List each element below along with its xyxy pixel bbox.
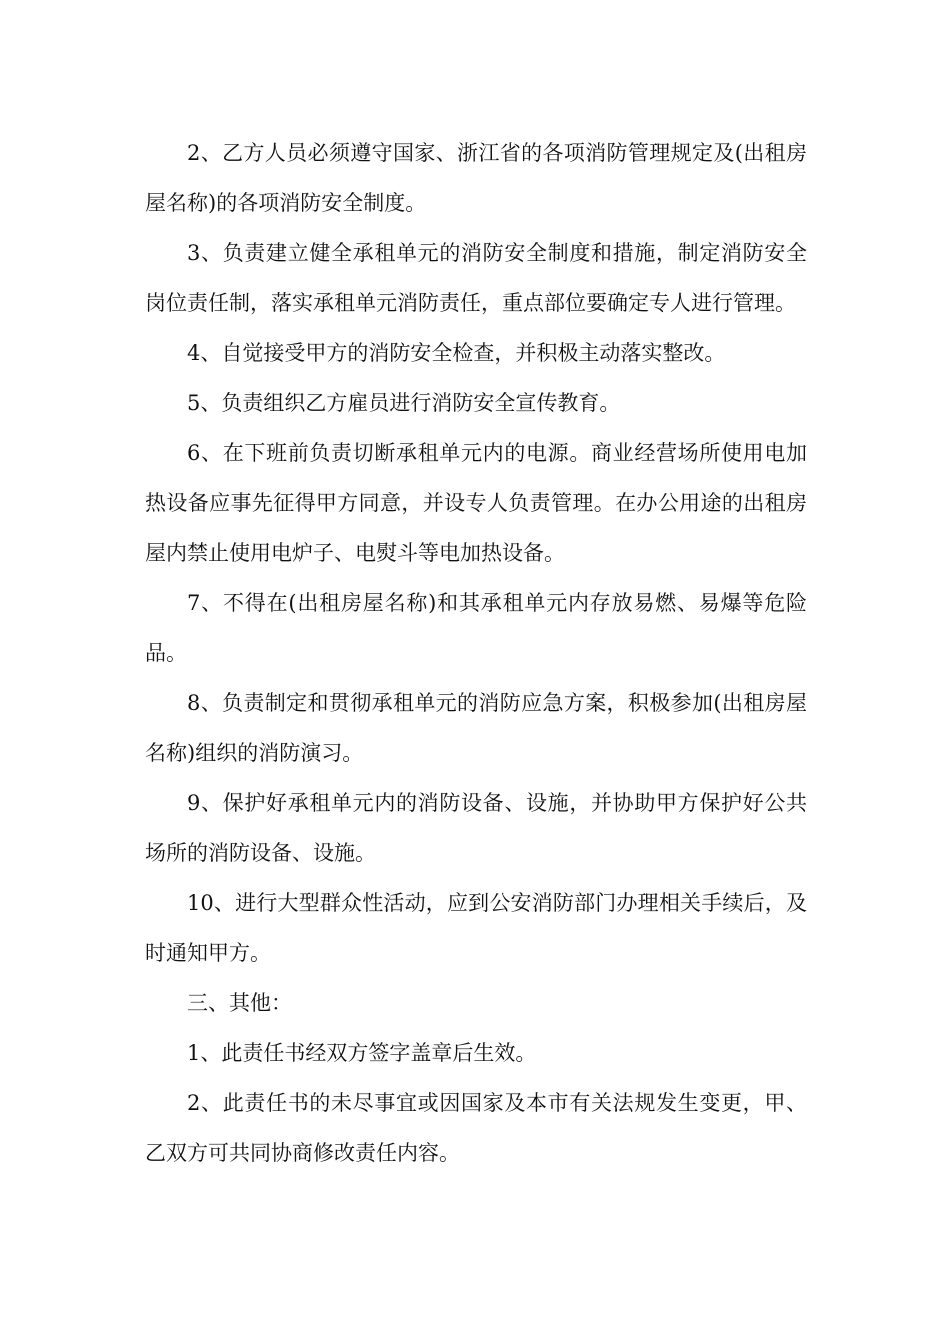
section-heading-other: 三、其他： (187, 991, 292, 1015)
paragraph-clause-7: 7、不得在(出租房屋名称)和其承租单元内存放易燃、易爆等危险品。 (145, 591, 807, 665)
paragraph-clause-3: 3、负责建立健全承租单元的消防安全制度和措施，制定消防安全岗位责任制，落实承租单元消防责任，重点部位要确定专人进行管理。 (145, 241, 807, 315)
paragraph-clause-2: 2、乙方人员必须遵守国家、浙江省的各项消防管理规定及(出租房屋名称)的各项消防安全制度。 (145, 141, 807, 215)
paragraph-clause-10: 10、进行大型群众性活动，应到公安消防部门办理相关手续后，及时通知甲方。 (145, 891, 807, 965)
paragraph-clause-8: 8、负责制定和贯彻承租单元的消防应急方案，积极参加(出租房屋名称)组织的消防演习。 (145, 691, 807, 765)
paragraph-clause-5: 5、负责组织乙方雇员进行消防安全宣传教育。 (187, 391, 621, 415)
document-body (145, 128, 807, 1178)
paragraph-clause-4: 4、自觉接受甲方的消防安全检查，并积极主动落实整改。 (187, 341, 726, 365)
paragraph-other-2: 2、此责任书的未尽事宜或因国家及本市有关法规发生变更，甲、乙双方可共同协商修改责任内容。 (145, 1091, 807, 1165)
paragraph-clause-6: 6、在下班前负责切断承租单元内的电源。商业经营场所使用电加热设备应事先征得甲方同意，并设专人负责管理。在办公用途的出租房屋内禁止使用电炉子、电熨斗等电加热设备。 (145, 441, 807, 565)
paragraph-other-1: 1、此责任书经双方签字盖章后生效。 (187, 1041, 537, 1065)
paragraph-clause-9: 9、保护好承租单元内的消防设备、设施，并协助甲方保护好公共场所的消防设备、设施。 (145, 791, 807, 865)
